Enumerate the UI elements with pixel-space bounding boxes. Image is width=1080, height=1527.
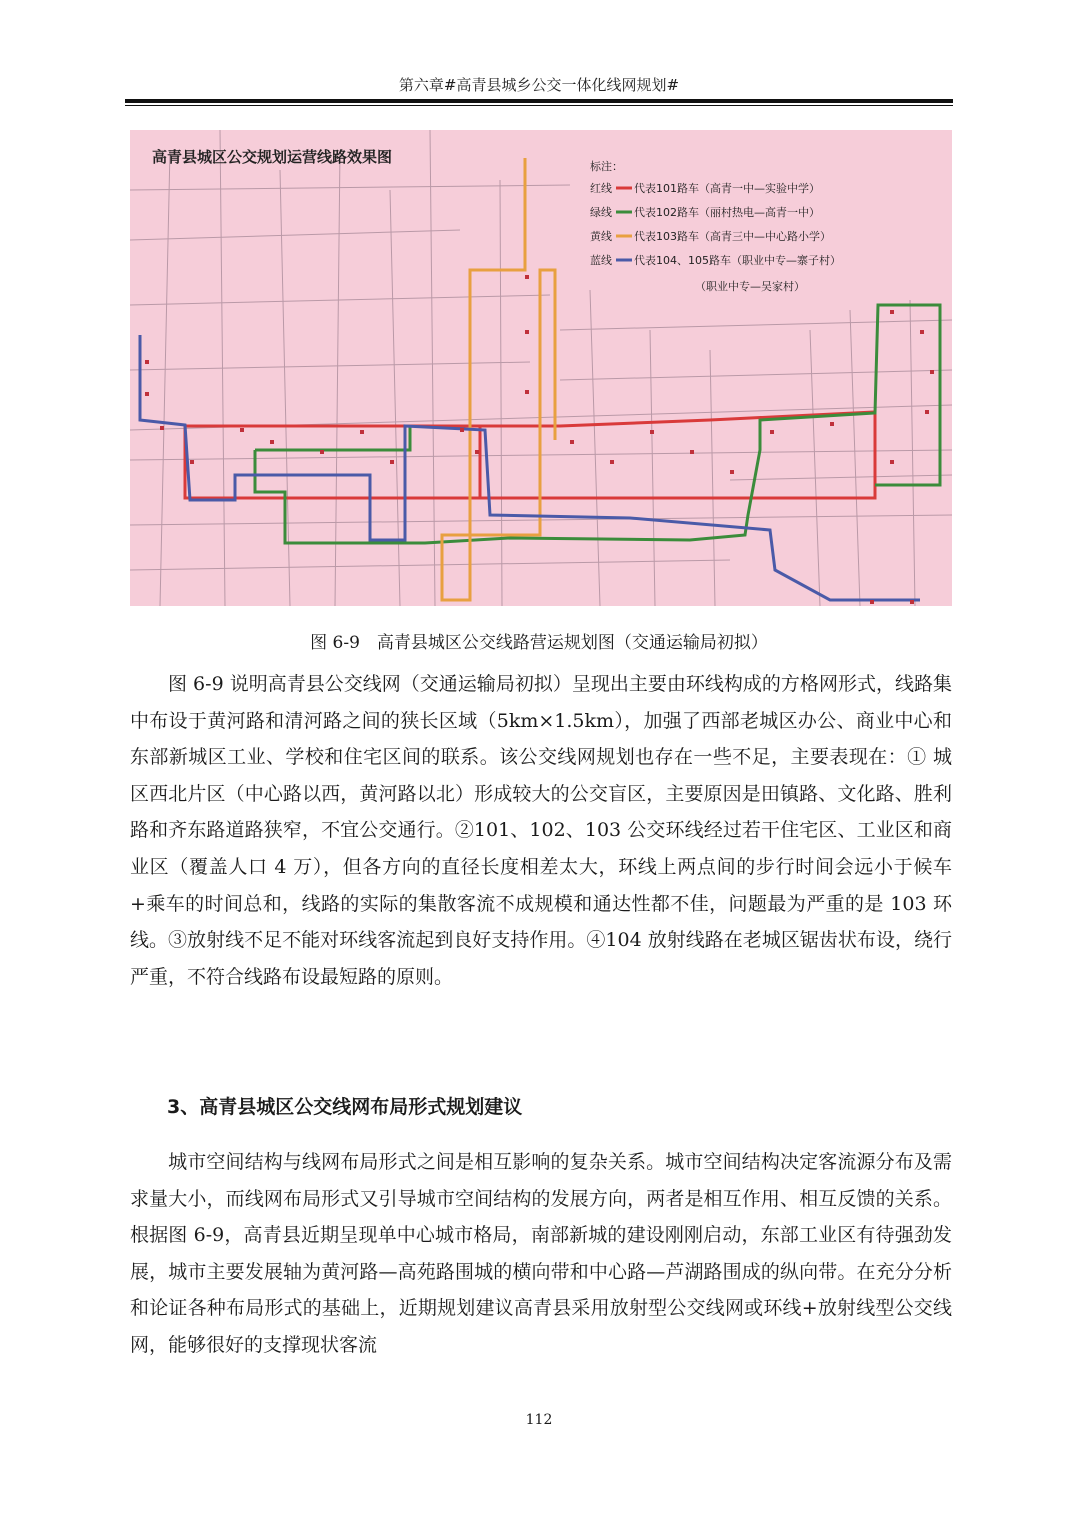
- legend-color-name: 黄线: [590, 230, 612, 243]
- stop-marker: [390, 460, 394, 464]
- legend-color-name: 蓝线: [590, 254, 612, 267]
- body-paragraph-1: 图 6-9 说明高青县公交线网（交通运输局初拟）呈现出主要由环线构成的方格网形式，线路集中布设于黄河路和清河路之间的狭长区域（5km×1.5km），加强了西部老城区办公、商业中心和东部新城区工业、学校和住宅区间的联系。该公交线网规划也存在一些不足，主要表现在：① 城区西北片区（中心路以西，黄河路以北）形成较大的公交盲区，主要原因是田镇路、文化路、胜利路和齐东路道路狭窄，不宜公交通行。②101、102、103 公交环线经过若干住宅区、工业区和商业区（覆盖人口 4 万），但各方向的直径长度相差太大，环线上两点间的步行时间会远小于候车+乘车的时间总和，线路的实际的集散客流不成规模和通达性都不佳，问题最为严重的是 103 环线。③放射线不足不能对环线客流起到良好支持作用。④104 放射线路在老城区锯齿状布设，绕行严重，不符合线路布设最短路的原则。: [130, 673, 952, 988]
- stop-marker: [525, 390, 529, 394]
- stop-marker: [920, 330, 924, 334]
- stop-marker: [930, 370, 934, 374]
- body-paragraph-2: 城市空间结构与线网布局形式之间是相互影响的复杂关系。城市空间结构决定客流源分布及需求量大小，而线网布局形式又引导城市空间结构的发展方向，两者是相互作用、相互反馈的关系。根据图 6-9，高青县近期呈现单中心城市格局，南部新城的建设刚刚启动，东部工业区有待强劲发展，城市主要发展轴为黄河路—高苑路围城的横向带和中心路—芦湖路围成的纵向带。在充分分析和论证各种布局形式的基础上，近期规划建议高青县采用放射型公交线网或环线+放射线型公交线网，能够很好的支撑现状客流: [130, 1151, 952, 1356]
- section-heading: 3、高青县城区公交线网布局形式规划建议: [167, 1096, 523, 1118]
- stop-marker: [730, 470, 734, 474]
- legend-text: 代表101路车（高青一中—实验中学）: [634, 182, 820, 195]
- stop-marker: [870, 600, 874, 604]
- stop-marker: [145, 360, 149, 364]
- legend-text: 代表103路车（高青三中—中心路小学）: [634, 230, 831, 243]
- legend-color-name: 绿线: [590, 206, 612, 219]
- stop-marker: [460, 428, 464, 432]
- legend-text: 代表102路车（丽村热电—高青一中）: [634, 206, 820, 219]
- stop-marker: [475, 450, 479, 454]
- stop-marker: [145, 392, 149, 396]
- header-rule-thin: [125, 105, 953, 106]
- stop-marker: [610, 460, 614, 464]
- stop-marker: [270, 440, 274, 444]
- map-title: 高青县城区公交规划运营线路效果图: [152, 148, 393, 166]
- running-header: 第六章#高青县城乡公交一体化线网规划#: [398, 76, 680, 94]
- stop-marker: [830, 422, 834, 426]
- stop-marker: [320, 450, 324, 454]
- stop-marker: [770, 430, 774, 434]
- stop-marker: [910, 600, 914, 604]
- figure-caption: 图 6-9 高青县城区公交线路营运规划图（交通运输局初拟）: [310, 633, 768, 653]
- stop-marker: [360, 430, 364, 434]
- bus-route-map: [130, 130, 952, 606]
- stop-marker: [925, 410, 929, 414]
- header-rule-thick: [125, 99, 953, 103]
- stop-marker: [650, 430, 654, 434]
- stop-marker: [890, 310, 894, 314]
- stop-marker: [190, 460, 194, 464]
- stop-marker: [890, 460, 894, 464]
- page-number: 112: [525, 1412, 553, 1428]
- stop-marker: [525, 275, 529, 279]
- stop-marker: [690, 450, 694, 454]
- stop-marker: [160, 426, 164, 430]
- stop-marker: [240, 428, 244, 432]
- legend-color-name: 红线: [590, 182, 612, 195]
- stop-marker: [525, 330, 529, 334]
- legend-heading: 标注：: [590, 160, 623, 173]
- legend-text: 代表104、105路车（职业中专—寨子村）: [634, 254, 841, 267]
- legend-extra: （职业中专—吴家村）: [695, 280, 805, 293]
- stop-marker: [570, 440, 574, 444]
